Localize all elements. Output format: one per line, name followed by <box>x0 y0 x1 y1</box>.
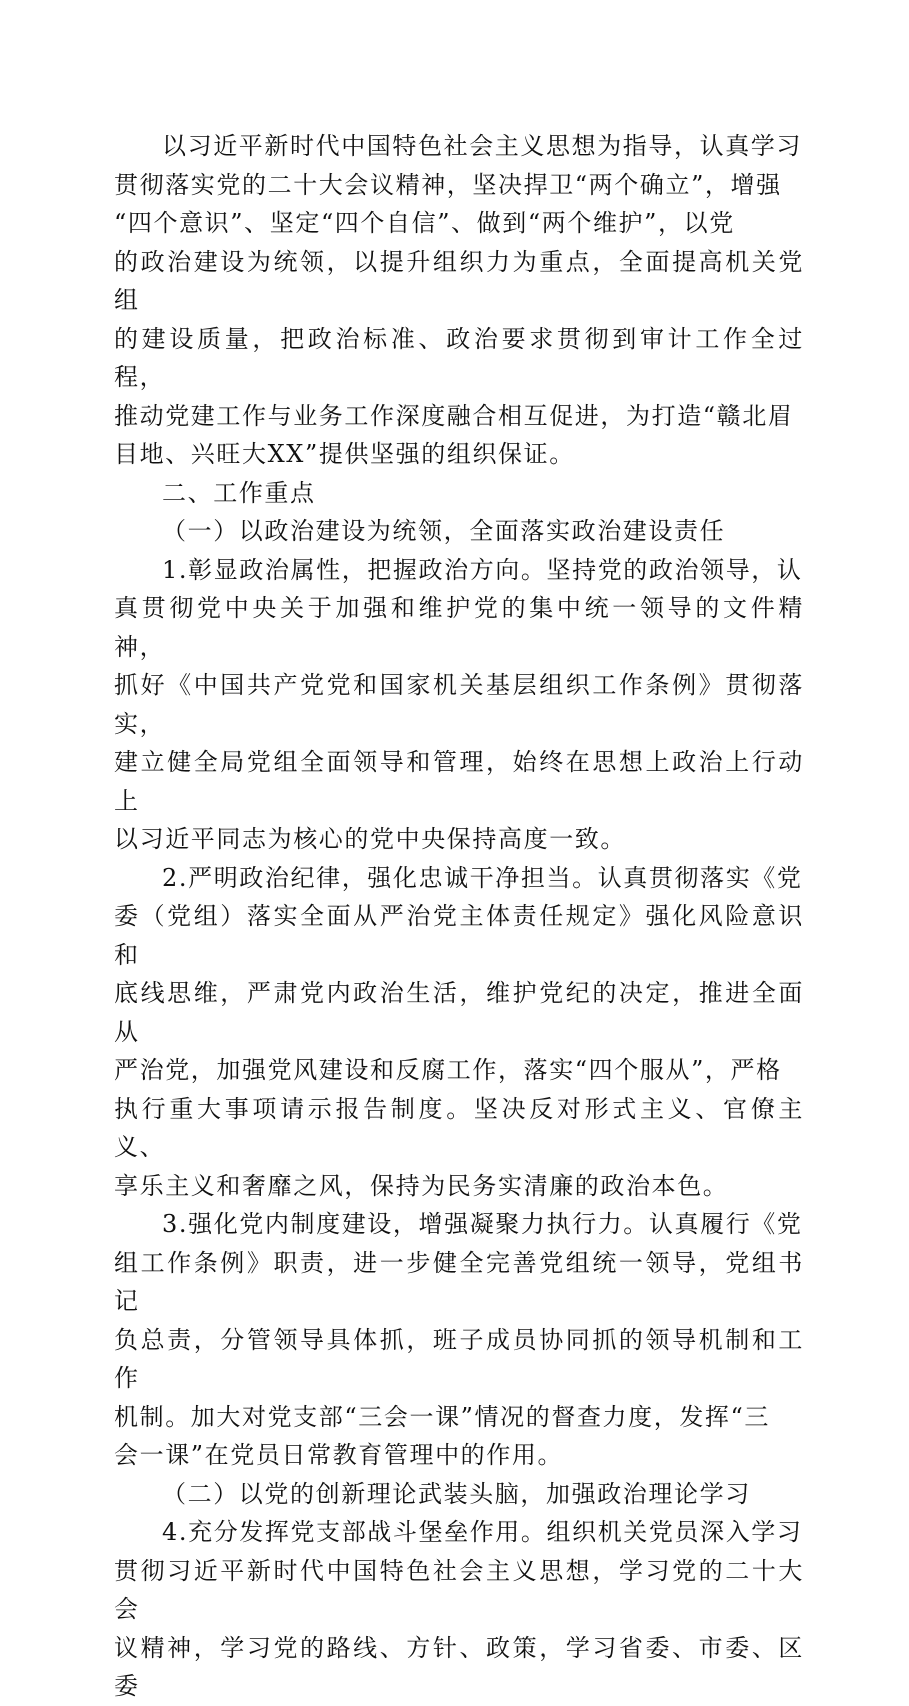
subsection-heading-political-construction: （一）以政治建设为统领，全面落实政治建设责任 <box>162 517 726 545</box>
paragraph-item-4: 4.充分发挥党支部战斗堡垒作用。组织机关党员深入学习 贯彻习近平新时代中国特色社会主义思想，学习党的二十大会 议精神，学习党的路线、方针、政策，学习省委、市委、区委 <box>114 1518 804 1700</box>
subsection-heading-theory-study: （二）以党的创新理论武装头脑，加强政治理论学习 <box>162 1479 751 1508</box>
document-body <box>114 127 804 1706</box>
paragraph-guiding-ideology: 以习近平新时代中国特色社会主义思想为指导，认真学习 贯彻落实党的二十大会议精神，坚决捍卫“两个确立”，增强 “四个意识”、坚定“四个自信”、做到“两个维护”，以党 的政治建设为统领，以提升组织力为重点，全面提高机关党组 的建设质量，把政治标准、政治要求贯彻到审计工作全过程， 推动党建工作与业务工作深度融合相互促进，为打造“赣北眉 目地、兴旺大XX”提供坚强的组织保证。 <box>114 132 804 468</box>
paragraph-item-1: 1.彰显政治属性，把握政治方向。坚持党的政治领导，认 真贯彻党中央关于加强和维护党的集中统一领导的文件精神， 抓好《中国共产党党和国家机关基层组织工作条例》贯彻落实， 建立健全局党组全面领导和管理，始终在思想上政治上行动上 以习近平同志为核心的党中央保持高度一致。 <box>114 555 804 853</box>
section-heading-work-focus: 二、工作重点 <box>162 478 316 507</box>
paragraph-item-2: 2.严明政治纪律，强化忠诚干净担当。认真贯彻落实《党 委（党组）落实全面从严治党主体责任规定》强化风险意识和 底线思维，严肃党内政治生活，维护党纪的决定，推进全面从 严治党，加强党风建设和反腐工作，落实“四个服从”，严格 执行重大事项请示报告制度。坚决反对形式主义、官僚主义、 享乐主义和奢靡之风，保持为民务实清廉的政治本色。 <box>114 863 804 1200</box>
paragraph-item-3: 3.强化党内制度建设，增强凝聚力执行力。认真履行《党 组工作条例》职责，进一步健全完善党组统一领导，党组书记 负总责，分管领导具体抓，班子成员协同抓的领导机制和工作 机制。加大对党支部“三会一课”情况的督查力度，发挥“三 会一课”在党员日常教育管理中的作用。 <box>114 1210 804 1469</box>
